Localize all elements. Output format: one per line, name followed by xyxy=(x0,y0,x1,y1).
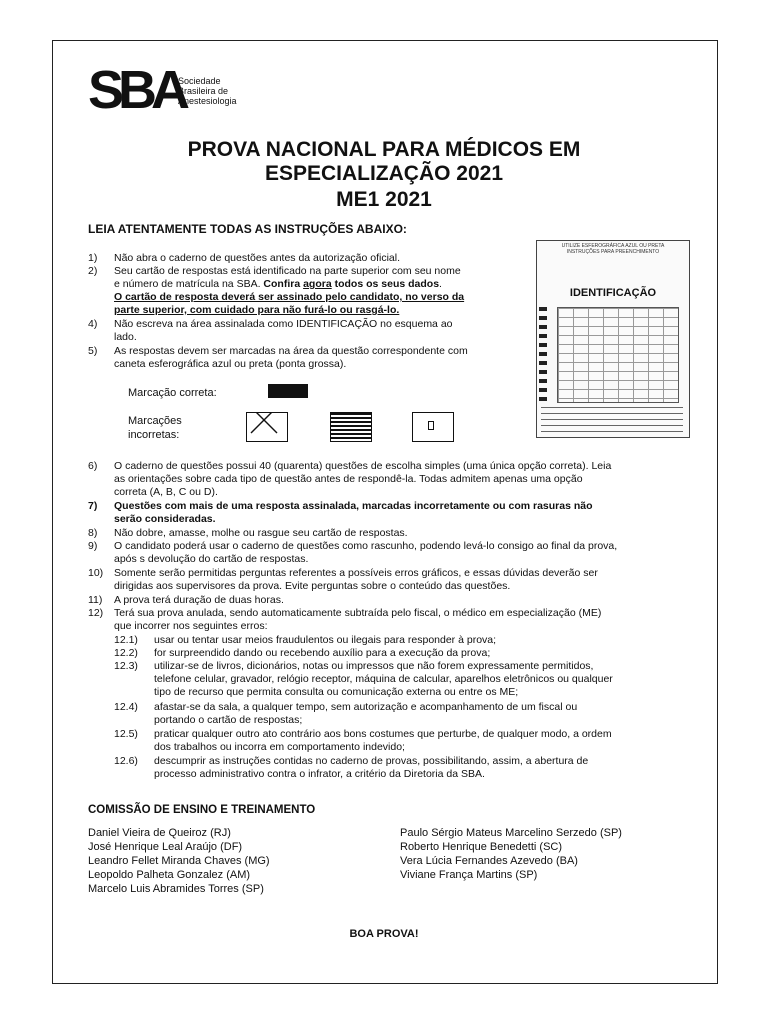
item-text: que incorrer nos seguintes erros: xyxy=(114,620,268,632)
item-text: Não escreva na área assinalada como IDENTIFICAÇÃO no esquema ao xyxy=(114,318,453,330)
commission-member: Vera Lúcia Fernandes Azevedo (BA) xyxy=(400,855,578,867)
commission-member: Daniel Vieira de Queiroz (RJ) xyxy=(88,827,231,839)
text-run: . xyxy=(439,278,442,290)
sub-item-text: usar ou tentar usar meios fraudulentos ou ilegais para responder à prova; xyxy=(154,634,497,646)
sub-item-text: utilizar-se de livros, dicionários, notas ou impressos que não forem expressamente permitidos, xyxy=(154,660,594,672)
item-number: 6) xyxy=(88,460,98,472)
item-text: As respostas devem ser marcadas na área da questão correspondente com xyxy=(114,345,468,357)
item-text: O caderno de questões possui 40 (quarenta) questões de escolha simples (uma única opção correta). Leia xyxy=(114,460,612,472)
form-header-line: UTILIZE ESFEROGRÁFICA AZUL OU PRETA xyxy=(561,243,665,249)
item-text: caneta esferográfica azul ou preta (ponta grossa). xyxy=(114,358,347,370)
item-number: 2) xyxy=(88,265,98,277)
incorrect-mark-label: Marcações xyxy=(128,415,182,427)
commission-member: Roberto Henrique Benedetti (SC) xyxy=(400,841,563,853)
item-text: as orientações sobre cada tipo de questão antes de respondê-la. Todas admitem apenas uma opção xyxy=(114,473,583,485)
item-number: 5) xyxy=(88,345,98,357)
item-text: Somente serão permitidas perguntas referentes a possíveis erros gráficos, e essas dúvidas deverão ser xyxy=(114,567,598,579)
text-run: todos os seus dados xyxy=(331,278,440,290)
commission-member: Marcelo Luis Abramides Torres (SP) xyxy=(88,883,264,895)
logo-line: Brasileira de xyxy=(178,86,229,96)
page-title-line2: ESPECIALIZAÇÃO 2021 xyxy=(264,162,504,185)
commission-member: Leopoldo Palheta Gonzalez (AM) xyxy=(88,869,251,881)
sub-item-text: for surpreendido dando ou recebendo auxílio para a execução da prova; xyxy=(154,647,491,659)
item-number: 10) xyxy=(88,567,104,579)
sub-item-number: 12.2) xyxy=(114,647,138,659)
sub-item-text: portando o cartão de respostas; xyxy=(154,714,303,726)
item-text: O candidato poderá usar o caderno de questões como rascunho, podendo levá-lo consigo ao final da prova, xyxy=(114,540,618,552)
commission-member: Viviane França Martins (SP) xyxy=(400,869,538,881)
item-text: dirigidas aos supervisores da prova. Evite perguntas sobre o conteúdo das questões. xyxy=(114,580,511,592)
incorrect-dot-box xyxy=(412,412,454,442)
sub-item-text: praticar qualquer outro ato contrário aos bons costumes que perturbe, de qualquer modo, a ordem xyxy=(154,728,612,740)
incorrect-lines-box xyxy=(330,412,372,442)
correct-mark-box xyxy=(268,384,308,398)
sub-item-text: dos trabalhos ou incorra em comportamento indevido; xyxy=(154,741,405,753)
item-text: Questões com mais de uma resposta assinalada, marcadas incorretamente ou com rasuras não xyxy=(114,500,593,512)
sub-item-text: telefone celular, gravador, relógio receptor, máquina de calcular, aparelhos eletrônicos ou qualquer xyxy=(154,673,613,685)
item-text: após s devolução do cartão de respostas. xyxy=(114,553,309,565)
sub-item-text: afastar-se da sala, a qualquer tempo, sem autorização e acompanhamento de um fiscal ou xyxy=(154,701,578,713)
sub-item-number: 12.5) xyxy=(114,728,138,740)
sub-item-number: 12.1) xyxy=(114,634,138,646)
sub-item-text: processo administrativo contra o infrator, a critério da Diretoria da SBA. xyxy=(154,768,485,780)
answer-card-diagram xyxy=(536,240,690,438)
item-text: Seu cartão de respostas está identificado na parte superior com seu nome xyxy=(114,265,461,277)
logo-line: Sociedade xyxy=(178,76,221,86)
sub-item-number: 12.3) xyxy=(114,660,138,672)
closing-text: BOA PROVA! xyxy=(349,928,419,940)
item-number: 4) xyxy=(88,318,98,330)
item-text: serão consideradas. xyxy=(114,513,216,525)
text-run: e número de matrícula na SBA. xyxy=(114,278,264,290)
text-run: Confira xyxy=(263,278,304,290)
sub-item-text: descumprir as instruções contidas no caderno de provas, possibilitando, assim, a abertura de xyxy=(154,755,589,767)
logo-line: Anestesiologia xyxy=(178,96,237,106)
text-run: agora xyxy=(303,278,332,290)
item-text: lado. xyxy=(114,331,137,343)
form-header-line: INSTRUÇÕES PARA PREENCHIMENTO xyxy=(566,249,660,255)
incorrect-x-box xyxy=(246,412,288,442)
sub-item-number: 12.6) xyxy=(114,755,138,767)
answer-rows xyxy=(541,407,683,433)
incorrect-mark-label-2: incorretas: xyxy=(128,429,180,441)
item-text: correta (A, B, C ou D). xyxy=(114,486,218,498)
x-mark-icon xyxy=(247,413,287,441)
page-title-line3: ME1 2021 xyxy=(336,188,432,211)
logo-text xyxy=(178,76,258,106)
timing-marks xyxy=(539,307,547,403)
logo-mark: SBA xyxy=(88,60,185,120)
item-number: 7) xyxy=(88,500,98,512)
commission-member: José Henrique Leal Araújo (DF) xyxy=(88,841,243,853)
correct-mark-label: Marcação correta: xyxy=(128,387,217,399)
sub-item-number: 12.4) xyxy=(114,701,138,713)
item-number: 1) xyxy=(88,252,98,264)
bubble-grid xyxy=(557,307,679,403)
item-text: Não dobre, amasse, molhe ou rasgue seu cartão de respostas. xyxy=(114,527,408,539)
identification-label: IDENTIFICAÇÃO xyxy=(569,287,657,299)
item-number: 9) xyxy=(88,540,98,552)
item-text: parte superior, com cuidado para não furá-lo ou rasgá-lo. xyxy=(114,304,400,316)
item-number: 12) xyxy=(88,607,104,619)
commission-member: Leandro Fellet Miranda Chaves (MG) xyxy=(88,855,270,867)
item-text xyxy=(114,278,534,291)
sba-logo xyxy=(88,60,248,124)
item-text: Não abra o caderno de questões antes da autorização oficial. xyxy=(114,252,401,264)
instructions-heading: LEIA ATENTAMENTE TODAS AS INSTRUÇÕES ABAIXO: xyxy=(88,222,407,236)
item-text: Terá sua prova anulada, sendo automaticamente subtraída pelo fiscal, o médico em especialização (ME) xyxy=(114,607,602,619)
item-number: 8) xyxy=(88,527,98,539)
item-text: A prova terá duração de duas horas. xyxy=(114,594,284,606)
page-title: PROVA NACIONAL PARA MÉDICOS EM xyxy=(187,138,581,161)
item-number: 11) xyxy=(88,594,103,606)
commission-member: Paulo Sérgio Mateus Marcelino Serzedo (SP) xyxy=(400,827,622,839)
form-header xyxy=(537,243,689,255)
item-text: O cartão de resposta deverá ser assinado pelo candidato, no verso da xyxy=(114,291,465,303)
sub-item-text: tipo de recurso que permita consulta ou comunicação externa ou entre os ME; xyxy=(154,686,519,698)
commission-heading: COMISSÃO DE ENSINO E TREINAMENTO xyxy=(88,804,316,816)
